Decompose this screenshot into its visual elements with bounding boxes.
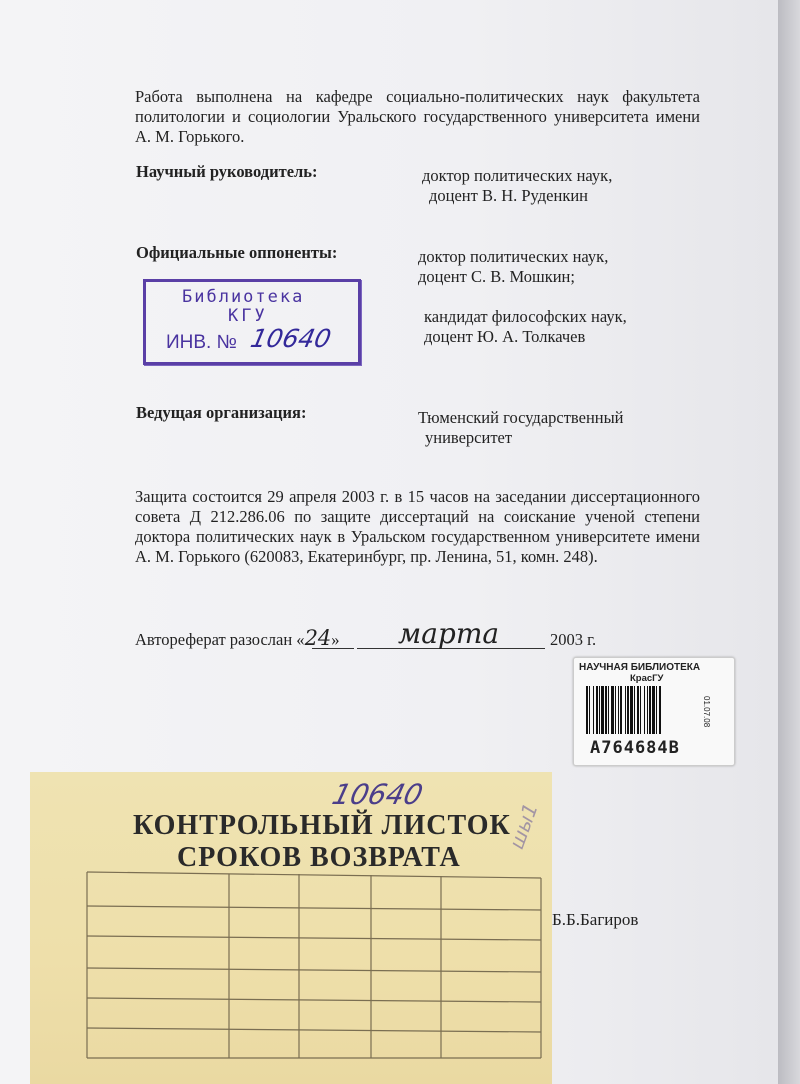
stamp-library-text: Библиотека <box>182 287 305 307</box>
barcode-gap <box>661 686 662 734</box>
opponent-2-degree: кандидат философских наук, <box>424 307 627 326</box>
card-title-line1: КОНТРОЛЬНЫЙ ЛИСТОК <box>133 810 511 841</box>
sent-line <box>135 628 340 650</box>
stamp-kgu-text: КГУ <box>228 306 268 326</box>
sent-year: 2003 г. <box>550 630 597 649</box>
scan-edge <box>778 0 800 1084</box>
stamp-inv-number: 10640 <box>247 324 334 353</box>
author-name: Б.Б.Багиров <box>552 910 639 929</box>
sent-month: марта <box>398 617 500 650</box>
opponent-2-name: доцент Ю. А. Толкачев <box>424 327 586 346</box>
sent-prefix: Автореферат разослан « <box>135 630 305 649</box>
card-title-line2: СРОКОВ ВОЗВРАТА <box>177 842 461 873</box>
sent-quote: » <box>331 630 340 649</box>
barcode-library-sub: КрасГУ <box>630 673 664 684</box>
lead-org-line2: университет <box>425 428 513 447</box>
opponent-1-name: доцент С. В. Мошкин; <box>418 267 575 286</box>
defense-paragraph: Защита состоится 29 апреля 2003 г. в 15 часов на заседании диссертационного совета Д 212.286.06 по защите диссертаций на соискание ученой степени доктора политических наук в Уральском государственном университете имени А. М. Горького (620083, Екатеринбург, пр. Ленина, 51, комн. 248). <box>135 487 700 566</box>
day-underline <box>312 648 354 649</box>
card-handwritten-mark: шы1 <box>504 799 543 853</box>
sent-day: 24 <box>304 626 332 650</box>
supervisor-degree: доктор политических наук, <box>422 166 613 185</box>
barcode-library-name: НАУЧНАЯ БИБЛИОТЕКА <box>579 662 701 673</box>
opponent-1-degree: доктор политических наук, <box>418 247 609 266</box>
card-grid <box>85 870 543 1060</box>
barcode-side-text: 01.07.08 <box>702 696 711 728</box>
supervisor-label: Научный руководитель: <box>136 162 318 181</box>
library-stamp <box>143 279 361 365</box>
barcode-bars <box>586 686 711 734</box>
return-card <box>30 772 552 1084</box>
intro-paragraph: Работа выполнена на кафедре социально-политических наук факультета политологии и социологии Уральского государственного университета имени А. М. Горького. <box>135 87 700 146</box>
lead-org-line1: Тюменский государственный <box>418 408 624 427</box>
barcode-label <box>573 657 735 766</box>
supervisor-name: доцент В. Н. Руденкин <box>429 186 588 205</box>
barcode-code: A764684B <box>590 738 680 758</box>
card-number: 10640 <box>328 778 427 811</box>
opponents-label: Официальные оппоненты: <box>136 243 338 262</box>
lead-org-label: Ведущая организация: <box>136 403 307 422</box>
stamp-inv-text: ИНВ. № <box>166 332 237 353</box>
